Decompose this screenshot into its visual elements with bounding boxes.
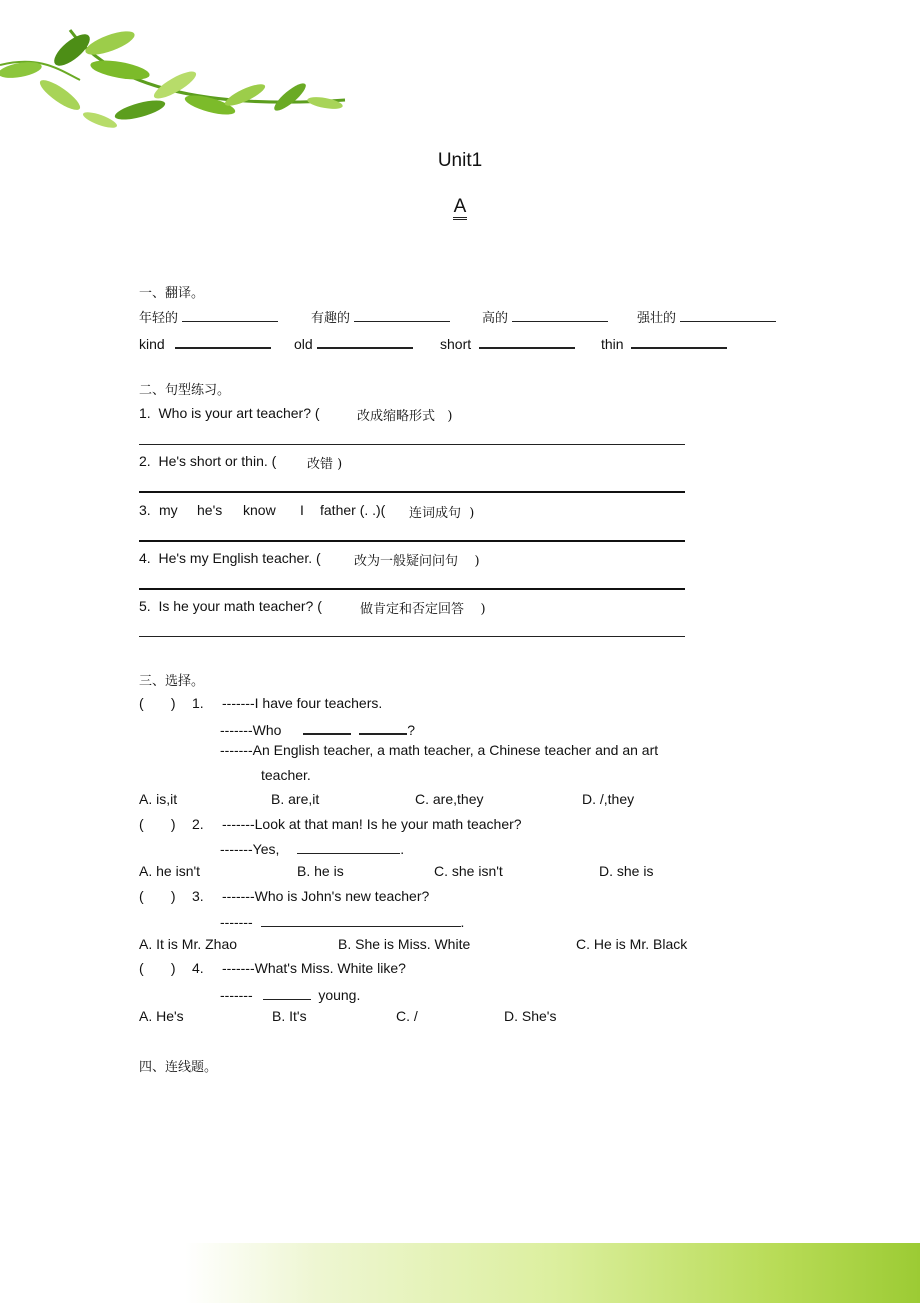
item-text: He's short or thin. (: [158, 453, 277, 469]
option-a[interactable]: A. he isn't: [139, 863, 201, 879]
scrambled-word: I: [300, 502, 304, 518]
answer-blank[interactable]: [317, 333, 413, 349]
dialogue-line: -------An English teacher, a math teacher, a Chinese teacher and an art: [220, 742, 659, 758]
option-c[interactable]: C. He is Mr. Black: [576, 936, 688, 952]
scrambled-word: he's: [197, 502, 223, 518]
vocab-word: 年轻的: [139, 311, 179, 326]
item-text: Is he your math teacher? (: [158, 598, 322, 614]
hint-close: ): [469, 506, 475, 521]
answer-blank[interactable]: [680, 307, 776, 322]
answer-blank[interactable]: [479, 333, 575, 349]
answer-blank[interactable]: [354, 307, 450, 322]
option-b[interactable]: B. She is Miss. White: [338, 936, 471, 952]
hint-close: ): [480, 602, 486, 617]
item-text: He's my English teacher. (: [158, 550, 321, 566]
dialogue-line: -------Who is John's new teacher?: [222, 888, 430, 904]
answer-bracket[interactable]: ( ): [139, 960, 176, 976]
answer-blank[interactable]: [512, 307, 608, 322]
answer-bracket[interactable]: ( ): [139, 695, 176, 711]
sentence-item-1: [139, 405, 320, 421]
item-number: 1.: [139, 405, 151, 421]
hint-text: 改成缩略形式: [357, 409, 436, 424]
vocab-word: thin: [601, 336, 624, 352]
answer-line[interactable]: [139, 588, 685, 590]
sentence-item-2: [139, 453, 276, 469]
item-number: 4.: [139, 550, 151, 566]
answer-line[interactable]: [139, 444, 685, 445]
dialogue-text: -------: [220, 914, 253, 930]
question-number: 4.: [192, 960, 204, 976]
option-a[interactable]: A. is,it: [139, 791, 178, 807]
answer-line[interactable]: [139, 491, 685, 493]
option-d[interactable]: D. She's: [504, 1008, 557, 1024]
vocab-word: kind: [139, 336, 165, 352]
answer-blank[interactable]: [359, 719, 407, 735]
dialogue-text: ?: [407, 722, 415, 738]
option-d[interactable]: D. /,they: [582, 791, 635, 807]
item-number: 5.: [139, 598, 151, 614]
dialogue-text: -------: [220, 987, 253, 1003]
item-hint: [409, 502, 474, 521]
hint-text: 改为一般疑问问句: [354, 554, 459, 569]
hint-text: 改错: [307, 457, 334, 472]
option-a[interactable]: A. It is Mr. Zhao: [139, 936, 238, 952]
section3-heading: 三、选择。: [139, 674, 205, 689]
question-number: 2.: [192, 816, 204, 832]
page-title: Unit1: [437, 150, 483, 171]
item-hint: [357, 405, 453, 424]
dialogue-line: [220, 985, 360, 1003]
section4-heading: 四、连线题。: [139, 1060, 218, 1075]
subtitle-text: A: [453, 196, 468, 220]
page-subtitle: [0, 196, 920, 218]
dialogue-text: .: [460, 914, 465, 930]
scrambled-word: know: [243, 502, 276, 518]
answer-bracket[interactable]: ( ): [139, 816, 176, 832]
hint-close: ): [447, 409, 453, 424]
hint-text: 做肯定和否定回答: [360, 602, 465, 617]
dialogue-line: [220, 839, 404, 857]
dialogue-line: -------What's Miss. White like?: [222, 960, 406, 976]
footer-gradient-band: [185, 1243, 920, 1303]
vocab-word: 强壮的: [637, 311, 677, 326]
option-c[interactable]: C. are,they: [415, 791, 484, 807]
item-number: 3.: [139, 502, 151, 518]
dialogue-line: [220, 912, 464, 930]
item-hint: [307, 453, 342, 472]
answer-blank[interactable]: [175, 333, 271, 349]
dialogue-text: young.: [318, 987, 361, 1003]
option-c[interactable]: C. she isn't: [434, 863, 503, 879]
vocab-item: [139, 333, 271, 352]
sentence-item-4: [139, 550, 321, 566]
dialogue-line: -------I have four teachers.: [222, 695, 383, 711]
dialogue-line: [220, 719, 415, 738]
answer-blank[interactable]: [261, 912, 461, 927]
dialogue-text: .: [400, 841, 405, 857]
hint-close: ): [337, 457, 343, 472]
vocab-item: [311, 307, 450, 326]
item-hint: [354, 550, 480, 569]
vocab-word: 高的: [482, 311, 509, 326]
answer-blank[interactable]: [182, 307, 278, 322]
answer-blank[interactable]: [631, 333, 727, 349]
dialogue-line: teacher.: [261, 767, 311, 783]
vocab-word: short: [440, 336, 472, 352]
vocab-item: [482, 307, 608, 326]
vocab-item: [294, 333, 413, 352]
dialogue-line: -------Look at that man! Is he your math teacher?: [222, 816, 522, 832]
dialogue-text: -------Yes,: [220, 841, 280, 857]
option-b[interactable]: B. he is: [297, 863, 344, 879]
answer-blank[interactable]: [297, 839, 400, 854]
vocab-word: 有趣的: [311, 311, 351, 326]
option-a[interactable]: A. He's: [139, 1008, 184, 1024]
sentence-item-3: [139, 502, 151, 518]
item-number: 2.: [139, 453, 151, 469]
option-c[interactable]: C. /: [396, 1008, 418, 1024]
leaf-branch-decoration: [0, 25, 360, 135]
question-number: 1.: [192, 695, 204, 711]
sentence-item-5: [139, 598, 322, 614]
item-text: Who is your art teacher? (: [158, 405, 320, 421]
vocab-item: [637, 307, 776, 326]
option-b[interactable]: B. It's: [272, 1008, 307, 1024]
option-b[interactable]: B. are,it: [271, 791, 320, 807]
item-hint: [360, 598, 486, 617]
option-d[interactable]: D. she is: [599, 863, 654, 879]
section1-heading: 一、翻译。: [139, 286, 205, 301]
question-number: 3.: [192, 888, 204, 904]
vocab-item: [139, 307, 278, 326]
answer-line[interactable]: [139, 636, 685, 637]
answer-blank[interactable]: [303, 719, 351, 735]
answer-blank[interactable]: [263, 985, 311, 1000]
section2-heading: 二、句型练习。: [139, 383, 231, 398]
vocab-item: [440, 333, 575, 352]
vocab-item: [601, 333, 727, 352]
scrambled-word: father (. .)(: [320, 502, 386, 518]
hint-close: ): [474, 554, 480, 569]
dialogue-text: -------Who: [220, 722, 282, 738]
answer-bracket[interactable]: ( ): [139, 888, 176, 904]
hint-text: 连词成句: [409, 506, 462, 521]
vocab-word: old: [294, 336, 313, 352]
scrambled-word: my: [159, 502, 178, 518]
answer-line[interactable]: [139, 540, 685, 542]
